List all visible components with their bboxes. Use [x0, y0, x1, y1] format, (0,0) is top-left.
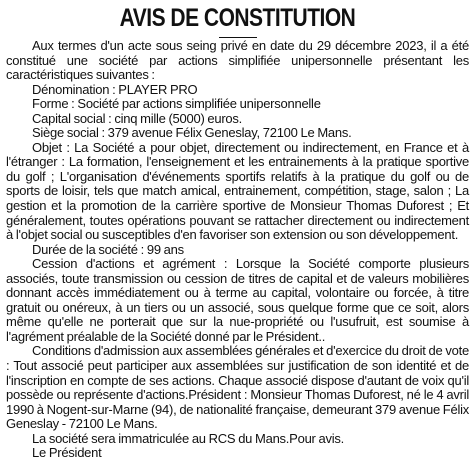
forme-line: Forme : Société par actions simplifiée unipersonnelle — [32, 96, 321, 112]
notice-title: AVIS DE CONSTITUTION — [119, 4, 356, 32]
conditions-paragraph: Conditions d'admission aux assemblées générales et d'exercice du droit de vote : Tout associé peut participer aux assemblées sur justification de son identité et de l'inscription en compte de ses actions. Chaque associé dispose d'autant de voix qu'il possède ou représente d'actions.Président : Monsieur Thomas Duforest, né le 4 avril 1990 à Nogent-sur-Marne (94), de nationalité française, demeurant 379 avenue Félix Geneslay - 72100 Le Mans. — [6, 343, 470, 432]
duree-line: Durée de la société : 99 ans — [32, 241, 184, 257]
signature-line: Le Président — [32, 445, 102, 461]
intro-paragraph: Aux termes d'un acte sous seing privé en date du 29 décembre 2023, il a été constitué une société par actions simplifiée unipersonnelle présentant les caractéristiques suivantes : — [6, 38, 469, 83]
legal-notice — [6, 4, 469, 461]
capital-line: Capital social : cinq mille (5000) euros. — [32, 110, 243, 126]
notice-body — [6, 39, 469, 461]
immatriculation-line: La société sera immatriculée au RCS du Mans.Pour avis. — [32, 430, 344, 446]
siege-line: Siège social : 379 avenue Félix Geneslay, 72100 Le Mans. — [32, 125, 352, 141]
denomination-line: Dénomination : PLAYER PRO — [32, 81, 198, 97]
cession-paragraph: Cession d'actions et agrément : Lorsque la Société comporte plusieurs associés, toute transmission ou cession de titres de capital et de valeurs mobilières donnant accès immédiatement ou à terme au capital, volontaire ou forcée, à titre gratuit ou onéreux, à un tiers ou un associé, sous quelque forme que ce soit, alors même qu'elle ne porterait que sur la nue-propriété ou l'usufruit, est soumise à l'agrément préalable de la Société donné par le Président.. — [6, 256, 469, 344]
objet-paragraph: Objet : La Société a pour objet, directement ou indirectement, en France et à l'étranger : La formation, l'enseignement et les entrainements à la pratique sportive du golf ; L'organisation d'événements sportifs relatifs à la pratique du golf ou de sports de loisir, tels que match amical, entrainement, compétition, stage, salon ; La gestion et la promotion de la carrière sportive de Monsieur Thomas Duforest ; Et généralement, toutes opérations pouvant se rattacher directement ou indirectement à l'objet social ou susceptibles d'en favoriser son extension ou son développement. — [6, 139, 469, 243]
